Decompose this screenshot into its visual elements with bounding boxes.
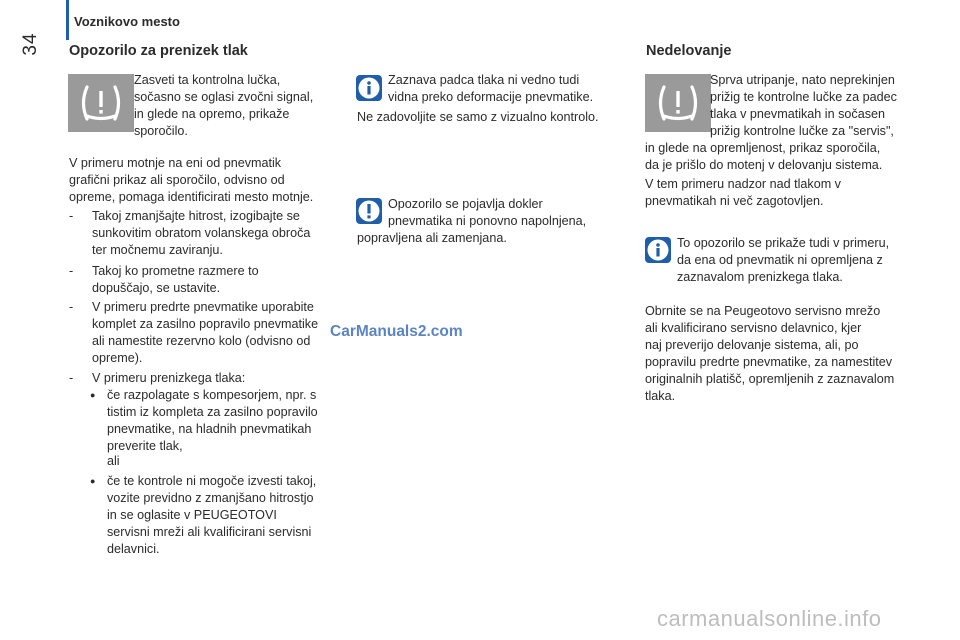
info-note-detection (388, 72, 628, 106)
text-line: zaznavalom prenizkega tlaka. (677, 270, 843, 284)
text-line: da je prišlo do motenj v delovanju sistema. (645, 158, 883, 172)
text-line: vozite previdno z zmanjšano hitrostjo (107, 491, 314, 505)
text-line: in glede na opremljenost, prikaz sporočila, (645, 141, 881, 155)
text-line: originalnih platišč, opremljenih z zaznavalom (645, 372, 895, 386)
text-line: To opozorilo se prikaže tudi v primeru, (677, 236, 890, 250)
text-line: sporočilo. (134, 124, 188, 138)
text-line: Zasveti ta kontrolna lučka, (134, 73, 281, 87)
text-line: V primeru motnje na eni od pnevmatik (69, 156, 282, 170)
visual-check-note: Ne zadovoljite se samo z vizualno kontrolo. (357, 110, 599, 124)
text-line: popravilu predrte pnevmatike, za namestitev (645, 355, 893, 369)
heading-low-pressure: Opozorilo za prenizek tlak (69, 43, 248, 59)
info-icon (356, 75, 382, 101)
text-line: ali namestite rezervno kolo (odvisno od (92, 334, 311, 348)
text-line: če razpolagate s kompesorjem, npr. s (107, 388, 317, 402)
text-line: dopuščajo, se ustavite. (92, 281, 221, 295)
text-line: tlaka v pnevmatikah in sočasen (710, 107, 886, 121)
text-line: če te kontrole ni mogoče izvesti takoj, (107, 474, 317, 488)
text-line: V tem primeru nadzor nad tlakom v (645, 177, 841, 191)
text-line: Zaznava padca tlaka ni vedno tudi (388, 73, 580, 87)
service-paragraph (645, 303, 945, 405)
list-item (107, 473, 316, 558)
text-line: sočasno se oglasi zvočni signal, (134, 90, 314, 104)
text-line: prižig te kontrolne lučke za padec (710, 90, 897, 104)
intro-paragraph (69, 155, 349, 206)
bullet-dash: - (69, 371, 74, 385)
text-line: ali kvalificirano servisno delavnico, kjer (645, 321, 862, 335)
text-line: tlaka. (645, 389, 676, 403)
tire-pressure-warning-icon (645, 74, 711, 132)
bullet-dash: - (69, 300, 74, 314)
text-line: opreme). (92, 351, 143, 365)
monitoring-paragraph (645, 176, 935, 210)
text-line: opreme, pomaga identificirati mesto motnje. (69, 190, 314, 204)
text-line: V primeru predrte pnevmatike uporabite (92, 300, 314, 314)
info-icon (645, 237, 671, 263)
watermark-carmanualsonline: carmanualsonline.info (657, 606, 882, 631)
malfunction-lamp-continued (645, 140, 935, 174)
info-note-sensor (677, 235, 937, 286)
list-item (92, 208, 310, 259)
text-line: naj preverijo delovanje sistema, ali, po (645, 338, 859, 352)
text-line: da ena od pnevmatik ni opremljena z (677, 253, 883, 267)
lamp-description (134, 72, 344, 140)
text-line: pnevmatika ni ponovno napolnjena, (388, 214, 587, 228)
text-line: pnevmatike, na hladnih pnevmatikah (107, 422, 312, 436)
text-line: vidna preko deformacije pnevmatike. (388, 90, 594, 104)
text-line: Opozorilo se pojavlja dokler (388, 197, 543, 211)
text-line: tistim iz kompleta za zasilno popravilo (107, 405, 318, 419)
text-line: in se oglasite v PEUGEOTOVI (107, 508, 277, 522)
list-item (107, 387, 318, 455)
page-number: 34 (20, 32, 41, 56)
bullet-dot: ● (90, 390, 96, 400)
text-line: V primeru prenizkega tlaka: (92, 371, 246, 385)
text-line: prižig kontrolne lučke za "servis", (710, 124, 894, 138)
list-item (92, 299, 318, 367)
text-line: ter močnemu zaviranju. (92, 243, 223, 257)
list-item (92, 370, 245, 387)
bullet-dash: - (69, 264, 74, 278)
text-line: servisni mreži ali kvalificirani servisni (107, 525, 312, 539)
text-line: preverite tlak, (107, 439, 183, 453)
text-line: komplet za zasilno popravilo pnevmatike (92, 317, 319, 331)
text-line: Sprva utripanje, nato neprekinjen (710, 73, 895, 87)
text-line: delavnici. (107, 542, 160, 556)
warning-note (357, 196, 617, 251)
section-bar (66, 0, 69, 40)
list-item (107, 453, 120, 470)
text-line: Obrnite se na Peugeotovo servisno mrežo (645, 304, 881, 318)
bullet-dash: - (69, 209, 74, 223)
text-line: ali (107, 454, 120, 468)
text-line: Takoj zmanjšajte hitrost, izogibajte se (92, 209, 300, 223)
heading-malfunction: Nedelovanje (646, 43, 732, 59)
instruction-list (69, 208, 349, 388)
text-line: sunkovitim obratom volanskega obroča (92, 226, 311, 240)
list-item (92, 263, 259, 297)
malfunction-lamp-description (710, 72, 940, 140)
tire-pressure-warning-icon (68, 74, 134, 132)
bullet-dot: ● (90, 476, 96, 486)
text-line: grafični prikaz ali sporočilo, odvisno od (69, 173, 285, 187)
sub-instruction-list (90, 387, 350, 557)
text-line: Takoj ko prometne razmere to (92, 264, 259, 278)
section-title: Voznikovo mesto (74, 14, 180, 29)
watermark-carmanuals2: CarManuals2.com (330, 323, 463, 340)
text-line: pnevmatikah ni več zagotovljen. (645, 194, 824, 208)
text-line: popravljena ali zamenjana. (357, 231, 507, 245)
text-line: in glede na opremo, prikaže (134, 107, 290, 121)
